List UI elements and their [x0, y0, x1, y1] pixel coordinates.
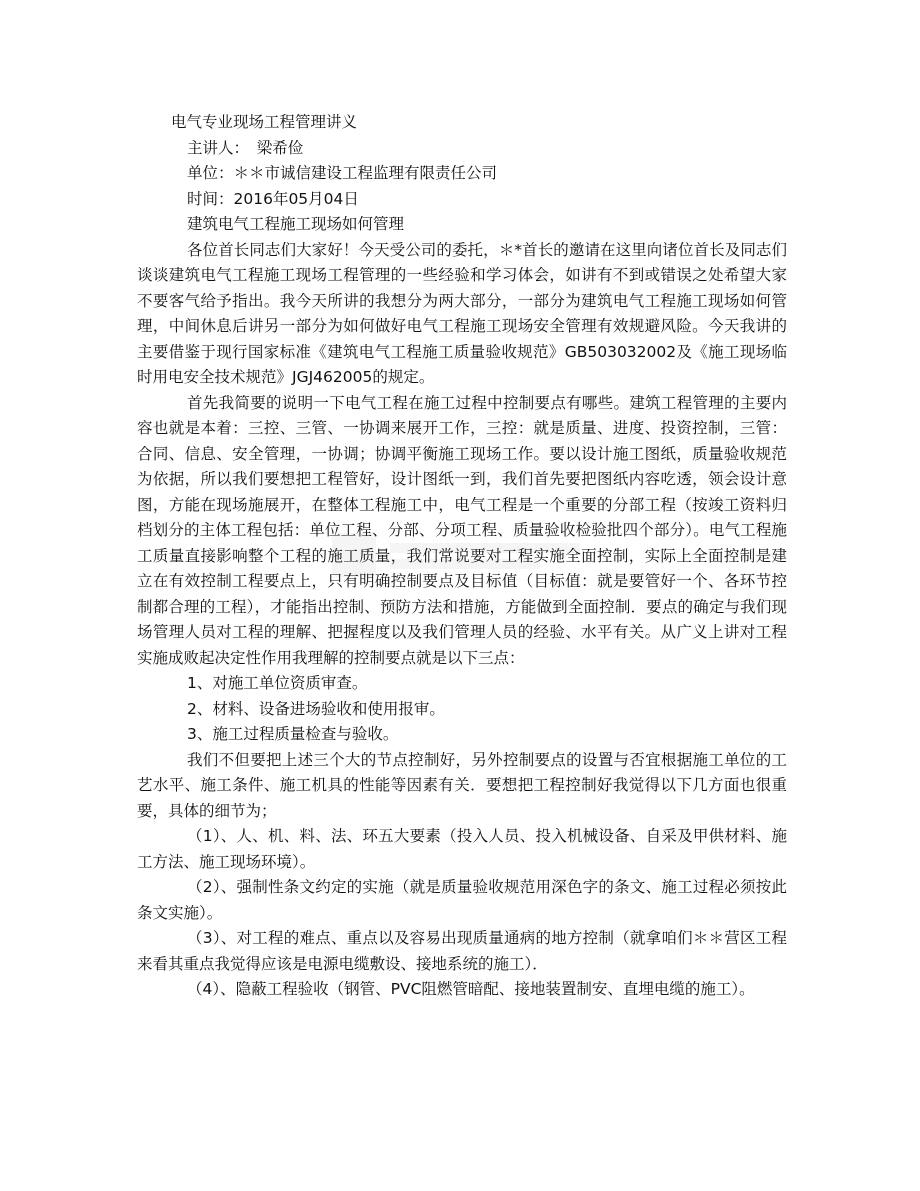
speaker-line: 主讲人： 梁希俭 — [187, 138, 304, 157]
document-body — [137, 110, 787, 1003]
detail-item: （4）、隐蔽工程验收（钢管、PVC阻燃管暗配、接地装置制安、直埋电缆的施工）。 — [187, 980, 755, 998]
unit-line: 单位：＊＊市诚信建设工程监理有限责任公司 — [187, 164, 498, 182]
list-item: 2、材料、设备进场验收和使用报审。 — [187, 699, 445, 718]
list-item: 1、对施工单位资质审查。 — [187, 674, 368, 692]
details-intro-paragraph: 我们不但要把上述三个大的节点控制好，另外控制要点的设置与否宜根据施工单位的工艺水平、施工条件、施工机具的性能等因素有关．要想把工程控制好我觉得以下几方面也很重要，具体的细节为； — [137, 750, 787, 820]
detail-item: （3）、对工程的难点、重点以及容易出现质量通病的地方控制（就拿咱们＊＊营区工程来看其重点我觉得应该是电源电缆敷设、接地系统的施工）． — [137, 929, 787, 973]
control-points-paragraph: 首先我简要的说明一下电气工程在施工过程中控制要点有哪些。建筑工程管理的主要内容也就是本着：三控、三管、一协调来展开工作，三控：就是质量、进度、投资控制，三管：合同、信息、安全管理，一协调；协调平衡施工现场工作。要以设计施工图纸，质量验收规范为依据，所以我们要想把工程管好，设计图纸一到，我们首先要把图纸内容吃透，领会设计意图，方能在现场施展开，在整体工程施工中，电气工程是一个重要的分部工程（按竣工资料归档划分的主体工程包括：单位工程、分部、分项工程、质量验收检验批四个部分）。电气工程施工质量直接影响整个工程的施工质量，我们常说要对工程实施全面控制，实际上全面控制是建立在有效控制工程要点上，只有明确控制要点及目标值（目标值：就是要管好一个、各环节控制都合理的工程），才能指出控制、预防方法和措施，方能做到全面控制．要点的确定与我们现场管理人员对工程的理解、把握程度以及我们管理人员的经验、水平有关。从广义上讲对工程实施成败起决定性作用我理解的控制要点就是以下三点： — [137, 393, 787, 667]
intro-paragraph: 各位首长同志们大家好！今天受公司的委托，＊*首长的邀请在这里向诸位首长及同志们谈谈建筑电气工程施工现场工程管理的一些经验和学习体会，如讲有不到或错误之处希望大家不要客气给予指出。我今天所讲的我想分为两大部分，一部分为建筑电气工程施工现场如何管理，中间休息后讲另一部分为如何做好电气工程施工现场安全管理有效规避风险。今天我讲的主要借鉴于现行国家标准《建筑电气工程施工质量验收规范》GB503032002及《施工现场临时用电安全技术规范》JGJ462005的规定。 — [137, 240, 787, 386]
detail-item: （2）、强制性条文约定的实施（就是质量验收规范用深色字的条文、施工过程必须按此条文实施）。 — [137, 878, 787, 922]
list-item: 3、施工过程质量检查与验收。 — [187, 725, 399, 743]
detail-item: （1）、人、机、料、法、环五大要素（投入人员、投入机械设备、自采及甲供材料、施工方法、施工现场环境）。 — [137, 827, 787, 871]
subtitle-line: 建筑电气工程施工现场如何管理 — [187, 215, 405, 233]
date-line: 时间：2016年05月04日 — [187, 189, 359, 208]
document-title: 电气专业现场工程管理讲义 — [171, 113, 358, 131]
